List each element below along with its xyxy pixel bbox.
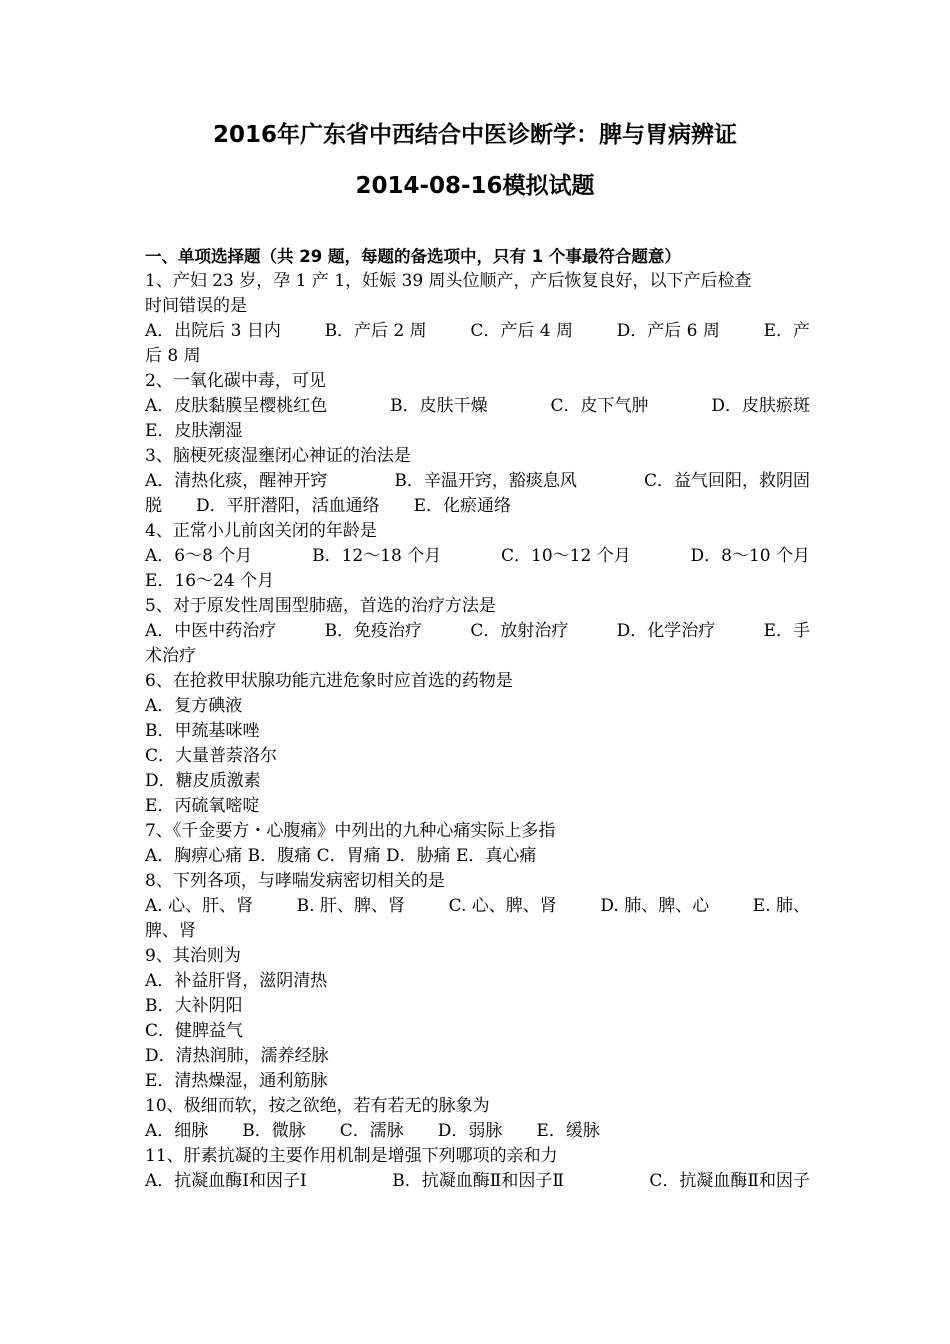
question-2-options [145, 394, 810, 419]
question-3-stem: 3、脑梗死痰湿壅闭心神证的治法是 [145, 446, 411, 466]
question-7-stem: 7、《千金要方・心腹痛》中列出的九种心痛实际上多指 [145, 821, 556, 841]
question-10-stem: 10、极细而软，按之欲绝，若有若无的脉象为 [145, 1096, 490, 1116]
option-b: B．12～18 个月 [312, 546, 442, 566]
section-heading: 一、单项选择题（共 29 题，每题的备选项中，只有 1 个事最符合题意） [145, 247, 681, 266]
question-8-stem: 8、下列各项，与哮喘发病密切相关的是 [145, 871, 445, 891]
option-e: E．产 [763, 321, 810, 341]
option-c: C．放射治疗 [470, 621, 569, 641]
option-a: A．6～8 个月 [145, 546, 253, 566]
option-a: A．抗凝血酶Ⅰ和因子Ⅰ [145, 1171, 307, 1191]
option-e: E．清热燥湿，通利筋脉 [145, 1071, 328, 1091]
option-a: A．出院后 3 日内 [145, 321, 281, 341]
question-3-options-cont: 脱 D．平肝潜阳，活血通络 E．化瘀通络 [145, 496, 512, 516]
option-a: A. 心、肝、肾 [145, 896, 254, 916]
option-d: D．糖皮质激素 [145, 771, 261, 791]
option-e: E．手 [763, 621, 810, 641]
option-a: A．复方碘液 [145, 696, 243, 716]
question-8-options [145, 894, 810, 919]
option-b: B．甲巯基咪唑 [145, 721, 260, 741]
option-b: B．抗凝血酶Ⅱ和因子Ⅱ [392, 1171, 564, 1191]
question-8-options-cont: 脾、肾 [145, 921, 196, 941]
option-b: B. 肝、脾、肾 [296, 896, 405, 916]
option-a: A．补益肝肾，滋阴清热 [145, 971, 328, 991]
option-c: C．益气回阳，救阴固 [643, 471, 810, 491]
option-d: D．产后 6 周 [616, 321, 720, 341]
option-c: C．健脾益气 [145, 1021, 244, 1041]
question-1-stem: 1、产妇 23 岁，孕 1 产 1，妊娠 39 周头位顺产，产后恢复良好，以下产后检查 [145, 271, 752, 291]
option-a: A．清热化痰，醒神开窍 [145, 471, 328, 491]
question-1-stem-cont: 时间错误的是 [145, 296, 247, 316]
option-c: C．大量普萘洛尔 [145, 746, 278, 766]
option-c: C．抗凝血酶Ⅱ和因子 [649, 1171, 810, 1191]
question-2-options-cont: E．皮肤潮湿 [145, 421, 243, 441]
option-b: B．产后 2 周 [324, 321, 427, 341]
question-5-stem: 5、对于原发性周围型肺癌，首选的治疗方法是 [145, 596, 496, 616]
document-title-line2: 2014-08-16模拟试题 [355, 173, 595, 199]
question-5-options [145, 619, 810, 644]
option-c: C．产后 4 周 [470, 321, 573, 341]
question-9-stem: 9、其治则为 [145, 946, 241, 966]
option-e: E．丙硫氧嘧啶 [145, 796, 260, 816]
question-5-options-cont: 术治疗 [145, 646, 196, 666]
question-4-options [145, 544, 810, 569]
option-d: D．化学治疗 [616, 621, 716, 641]
question-1-options-cont: 后 8 周 [145, 346, 201, 366]
option-b: B．大补阴阳 [145, 996, 243, 1016]
question-7-options: A．胸痹心痛 B．腹痛 C．胃痛 D．胁痛 E．真心痛 [145, 846, 537, 866]
option-d: D．清热润肺，濡养经脉 [145, 1046, 329, 1066]
option-b: B．皮肤干燥 [390, 396, 488, 416]
option-a: A．中医中药治疗 [145, 621, 277, 641]
option-a: A．皮肤黏膜呈樱桃红色 [145, 396, 328, 416]
question-11-options [145, 1169, 810, 1194]
question-4-stem: 4、正常小儿前囟关闭的年龄是 [145, 521, 377, 541]
question-10-options: A．细脉 B．微脉 C．濡脉 D．弱脉 E．缓脉 [145, 1121, 600, 1141]
option-c: C. 心、脾、肾 [448, 896, 557, 916]
question-1-options [145, 319, 810, 344]
question-11-stem: 11、肝素抗凝的主要作用机制是增强下列哪项的亲和力 [145, 1146, 558, 1166]
question-6-stem: 6、在抢救甲状腺功能亢进危象时应首选的药物是 [145, 671, 513, 691]
document-body [145, 244, 810, 1194]
option-d: D．皮肤瘀斑 [711, 396, 810, 416]
option-d: D. 肺、脾、心 [600, 896, 710, 916]
document-title-line1: 2016年广东省中西结合中医诊断学：脾与胃病辨证 [212, 122, 737, 148]
option-d: D．8～10 个月 [690, 546, 810, 566]
option-b: B．辛温开窍，豁痰息风 [394, 471, 577, 491]
option-c: C．10～12 个月 [501, 546, 631, 566]
option-b: B．免疫治疗 [324, 621, 423, 641]
option-c: C．皮下气肿 [550, 396, 649, 416]
question-2-stem: 2、一氧化碳中毒，可见 [145, 371, 326, 391]
option-e: E. 肺、 [752, 896, 810, 916]
question-3-options [145, 469, 810, 494]
question-4-options-cont: E．16～24 个月 [145, 571, 275, 591]
